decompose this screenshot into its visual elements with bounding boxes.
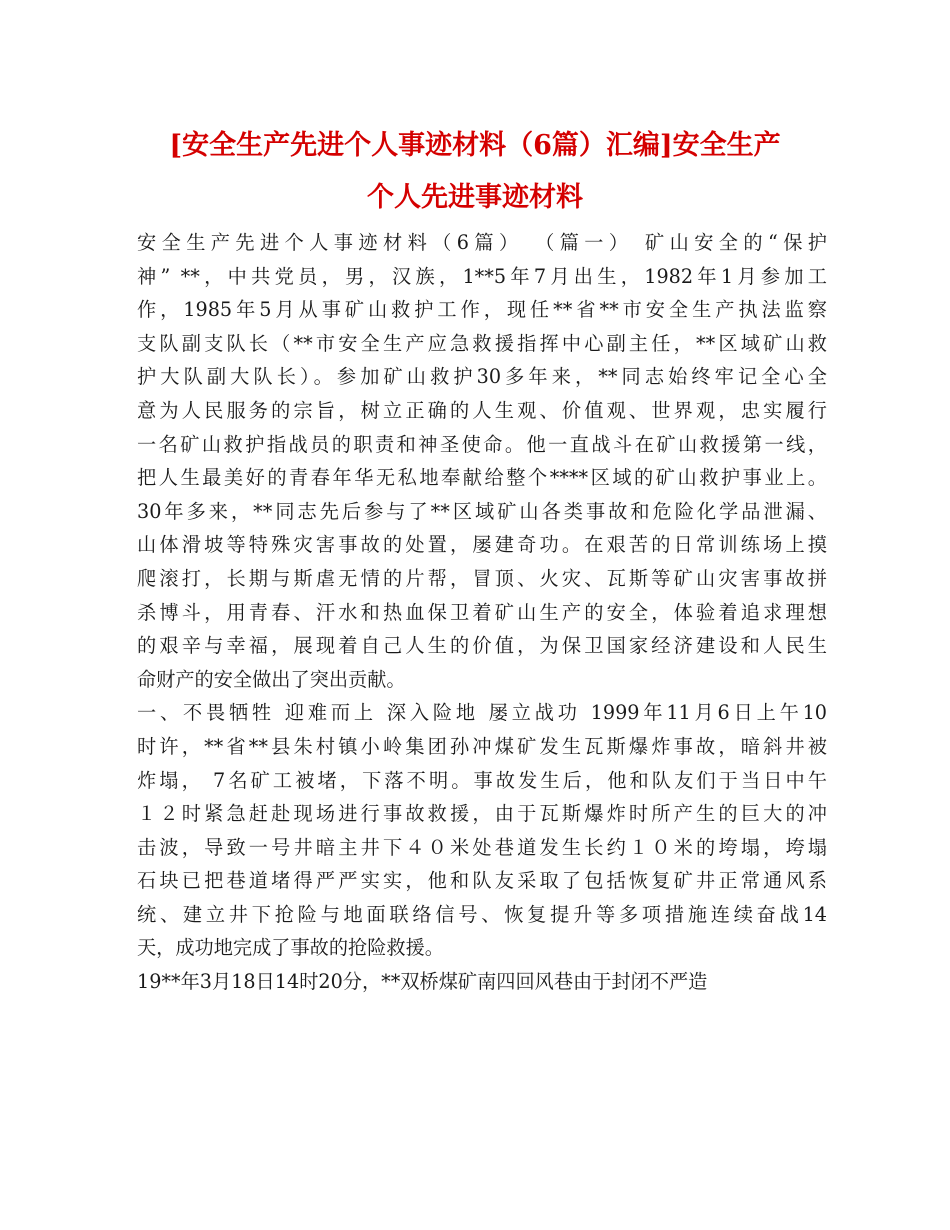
title-line-1: [安全生产先进个人事迹材料（6篇）汇编]安全生产 <box>169 130 781 161</box>
body-line: 时许，**省**县朱村镇小岭集团孙冲煤矿发生瓦斯爆炸事故，暗斜井被 <box>137 734 827 758</box>
body-line: 石块已把巷道堵得严严实实，他和队友采取了包括恢复矿井正常通风系 <box>137 869 827 893</box>
body-line: 天，成功地完成了事故的抢险救援。 <box>137 936 444 960</box>
body-line: 杀博斗，用青春、汗水和热血保卫着矿山生产的安全，体验着追求理想 <box>137 600 827 624</box>
body-line: 作，1985年5月从事矿山救护工作，现任**省**市安全生产执法监察 <box>137 298 827 322</box>
body-line: 把人生最美好的青春年华无私地奉献给整个****区域的矿山救护事业上。 <box>137 466 827 490</box>
body-line: 神” **，中共党员，男，汉族，1**5年7月出生，1982年1月参加工 <box>137 264 827 288</box>
body-line: 命财产的安全做出了突出贡献。 <box>137 667 406 691</box>
title-line-2: 个人先进事迹材料 <box>367 182 583 213</box>
body-line: 30年多来，**同志先后参与了**区域矿山各类事故和危险化学品泄漏、 <box>137 499 827 523</box>
body-line: 击波，导致一号井暗主井下４０米处巷道发生长约１０米的垮塌，垮塌 <box>137 835 827 859</box>
body-line: 护大队副大队长）。参加矿山救护30多年来，**同志始终牢记全心全 <box>137 365 827 389</box>
body-line: 19**年3月18日14时20分，**双桥煤矿南四回风巷由于封闭不严造 <box>137 970 708 994</box>
document-title <box>120 120 830 224</box>
body-line: 爬滚打，长期与斯虐无情的片帮，冒顶、火灾、瓦斯等矿山灾害事故拼 <box>137 566 827 590</box>
body-line: 统、建立井下抢险与地面联络信号、恢复提升等多项措施连续奋战14 <box>137 902 827 926</box>
document-body <box>137 226 827 999</box>
body-line: 支队副支队长（**市安全生产应急救援指挥中心副主任，**区域矿山救 <box>137 331 827 355</box>
body-line: 的艰辛与幸福，展现着自己人生的价值，为保卫国家经济建设和人民生 <box>137 634 827 658</box>
body-line: 一名矿山救护指战员的职责和神圣使命。他一直战斗在矿山救援第一线， <box>137 432 827 456</box>
body-line: 山体滑坡等特殊灾害事故的处置，屡建奇功。在艰苦的日常训练场上摸 <box>137 533 827 557</box>
body-line: 一、不畏牺牲 迎难而上 深入险地 屡立战功 1999年11月6日上午10 <box>137 701 827 725</box>
body-line: 炸塌， 7名矿工被堵，下落不明。事故发生后，他和队友们于当日中午 <box>137 768 827 792</box>
body-line: １２时紧急赶赴现场进行事故救援，由于瓦斯爆炸时所产生的巨大的冲 <box>137 802 827 826</box>
body-line: 意为人民服务的宗旨，树立正确的人生观、价值观、世界观，忠实履行 <box>137 398 827 422</box>
body-line: 安全生产先进个人事迹材料（6篇） （篇一） 矿山安全的“保护 <box>137 231 827 254</box>
